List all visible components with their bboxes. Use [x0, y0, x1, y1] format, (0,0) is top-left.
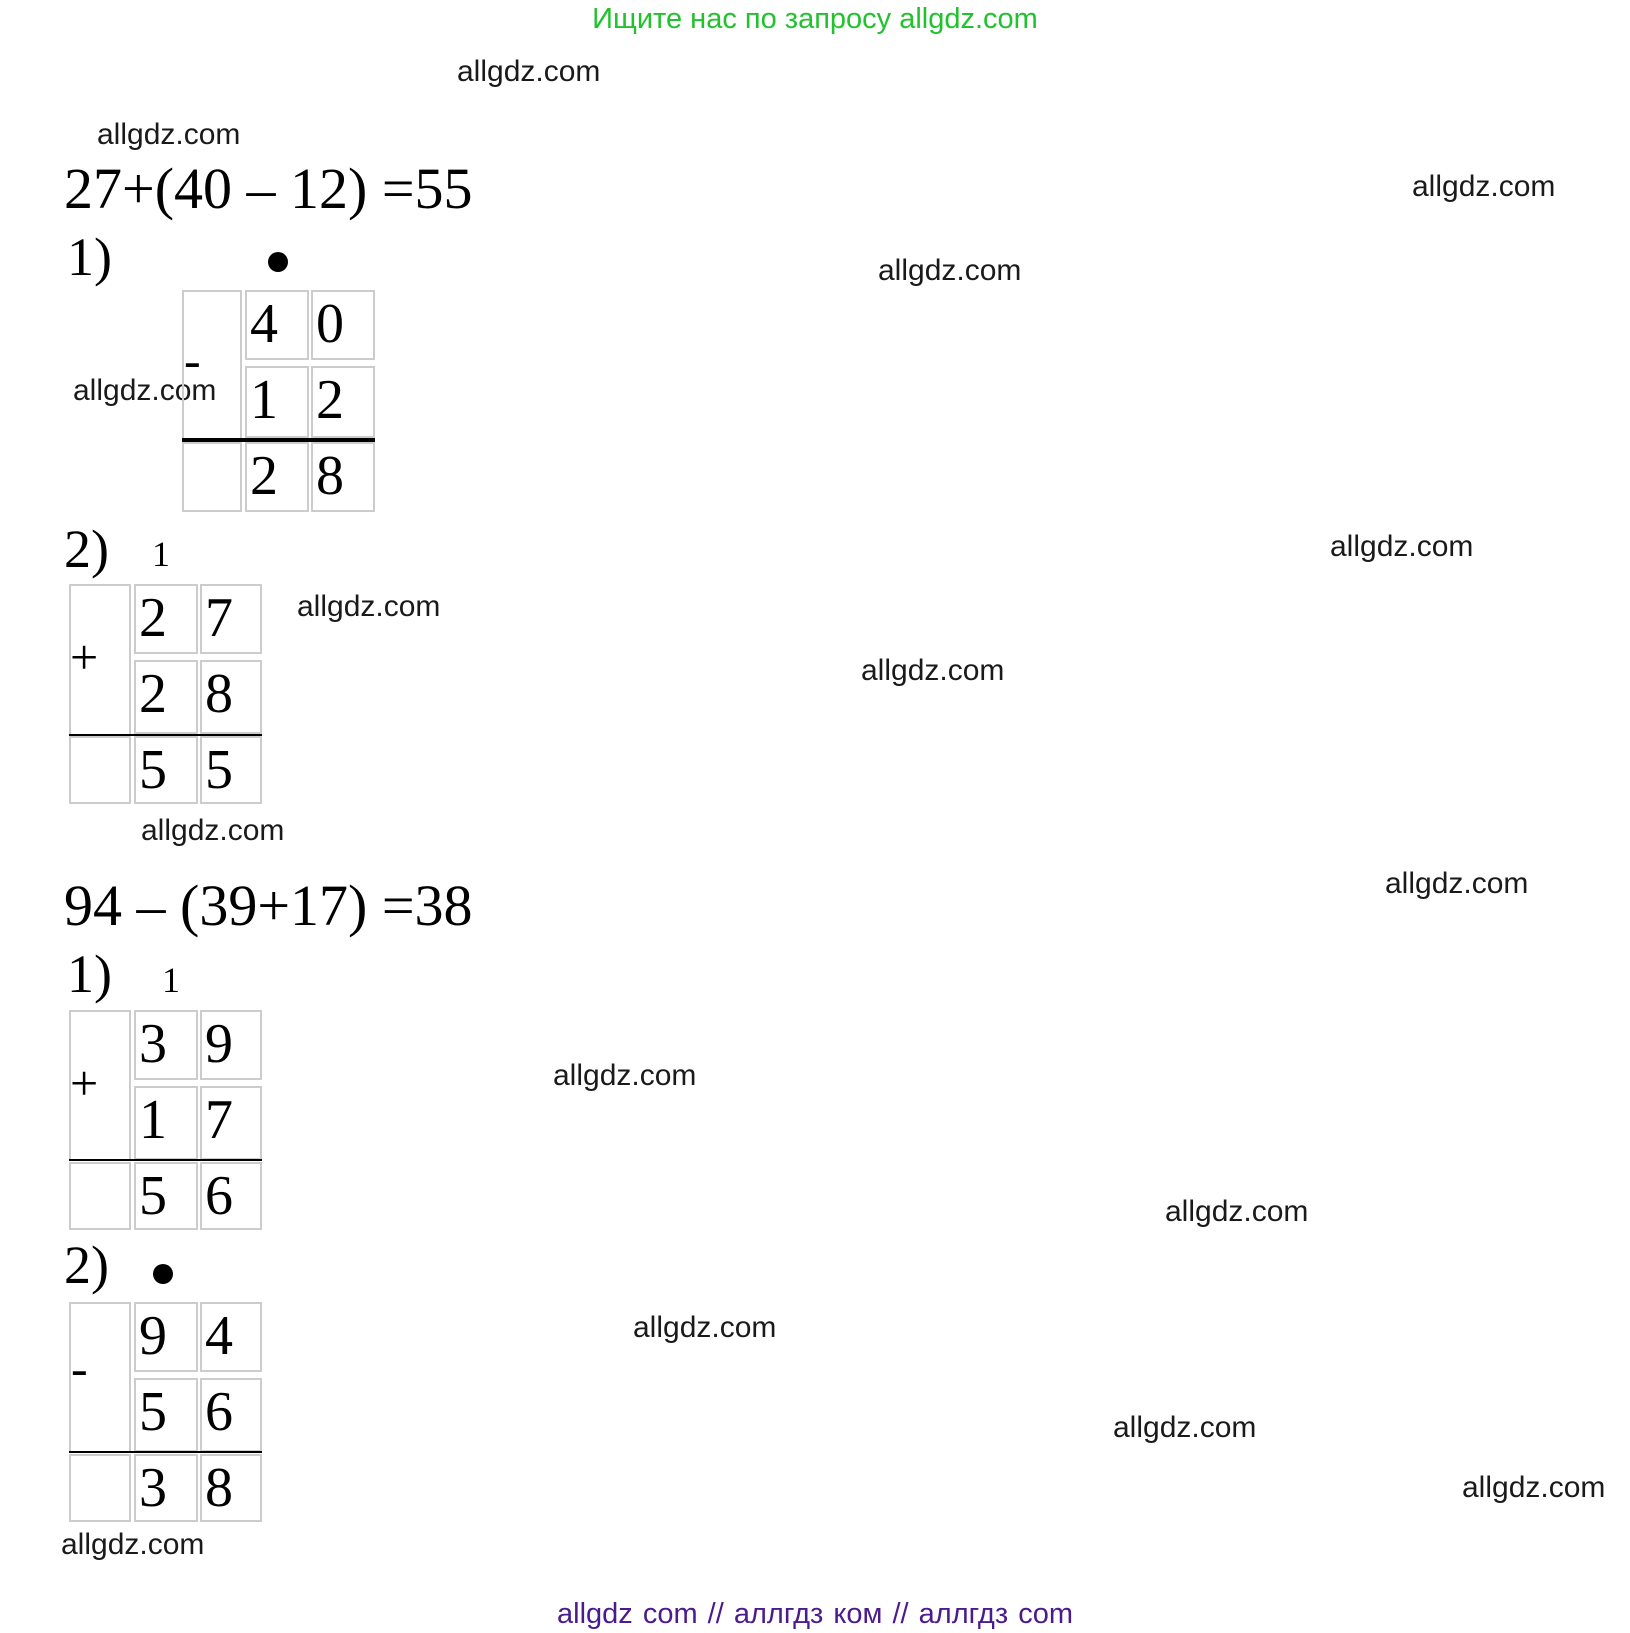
- digit-cell: 8: [200, 660, 262, 734]
- digit-cell: 6: [200, 1162, 262, 1230]
- plus-sign: +: [70, 629, 99, 685]
- watermark: allgdz.com: [1462, 1471, 1606, 1504]
- operator-cell: [69, 1454, 131, 1522]
- digit-cell: 3: [134, 1454, 198, 1522]
- watermark: allgdz.com: [141, 814, 285, 847]
- watermark: allgdz.com: [297, 590, 441, 623]
- minus-sign: -: [184, 332, 201, 388]
- digit-cell: 0: [311, 290, 375, 360]
- digit-cell: 1: [134, 1086, 198, 1160]
- digit-cell: 7: [200, 1086, 262, 1160]
- watermark: allgdz.com: [73, 374, 217, 407]
- watermark: allgdz.com: [1113, 1411, 1257, 1444]
- digit-cell: 8: [311, 442, 375, 512]
- watermark: allgdz.com: [97, 118, 241, 151]
- digit-cell: 2: [134, 584, 198, 654]
- digit-cell: 1: [245, 366, 309, 438]
- operator-cell: [182, 442, 242, 512]
- problem2-expression: 94 – (39+17) =38: [64, 873, 473, 938]
- watermark: allgdz.com: [633, 1311, 777, 1344]
- digit-cell: 2: [134, 660, 198, 734]
- digit-cell: 7: [200, 584, 262, 654]
- watermark: allgdz.com: [1385, 867, 1529, 900]
- digit-cell: 8: [200, 1454, 262, 1522]
- carry-digit: 1: [162, 960, 180, 1000]
- borrow-dot-icon: [268, 252, 288, 272]
- minus-sign: -: [71, 1340, 88, 1396]
- sum-line: [69, 1451, 262, 1453]
- watermark: allgdz.com: [1412, 170, 1556, 203]
- digit-cell: 3: [134, 1010, 198, 1080]
- watermark: allgdz.com: [61, 1528, 205, 1561]
- digit-cell: 2: [311, 366, 375, 438]
- carry-digit: 1: [152, 534, 170, 574]
- problem1-step1-label: 1): [67, 227, 112, 287]
- watermark: allgdz.com: [457, 55, 601, 88]
- digit-cell: 5: [134, 1378, 198, 1452]
- digit-cell: 4: [200, 1302, 262, 1372]
- bottom-banner: allgdz com // аллгдз ком // аллгдз com: [557, 1598, 1073, 1630]
- watermark: allgdz.com: [1330, 530, 1474, 563]
- problem2-step1-label: 1): [67, 944, 112, 1004]
- operator-cell: [69, 1162, 131, 1230]
- watermark: allgdz.com: [553, 1059, 697, 1092]
- problem1-expression: 27+(40 – 12) =55: [64, 156, 473, 221]
- digit-cell: 4: [245, 290, 309, 360]
- watermark: allgdz.com: [1165, 1195, 1309, 1228]
- digit-cell: 9: [134, 1302, 198, 1372]
- digit-cell: 5: [134, 736, 198, 804]
- digit-cell: 2: [245, 442, 309, 512]
- watermark: allgdz.com: [878, 254, 1022, 287]
- digit-cell: 5: [200, 736, 262, 804]
- watermark: allgdz.com: [861, 654, 1005, 687]
- digit-cell: 6: [200, 1378, 262, 1452]
- digit-cell: 9: [200, 1010, 262, 1080]
- operator-cell: [69, 736, 131, 804]
- problem1-step2-label: 2): [64, 519, 109, 579]
- top-banner: Ищите нас по запросу allgdz.com: [592, 3, 1038, 35]
- borrow-dot-icon: [153, 1264, 173, 1284]
- sum-line: [69, 1159, 262, 1161]
- plus-sign: +: [70, 1055, 99, 1111]
- digit-cell: 5: [134, 1162, 198, 1230]
- problem2-step2-label: 2): [64, 1235, 109, 1295]
